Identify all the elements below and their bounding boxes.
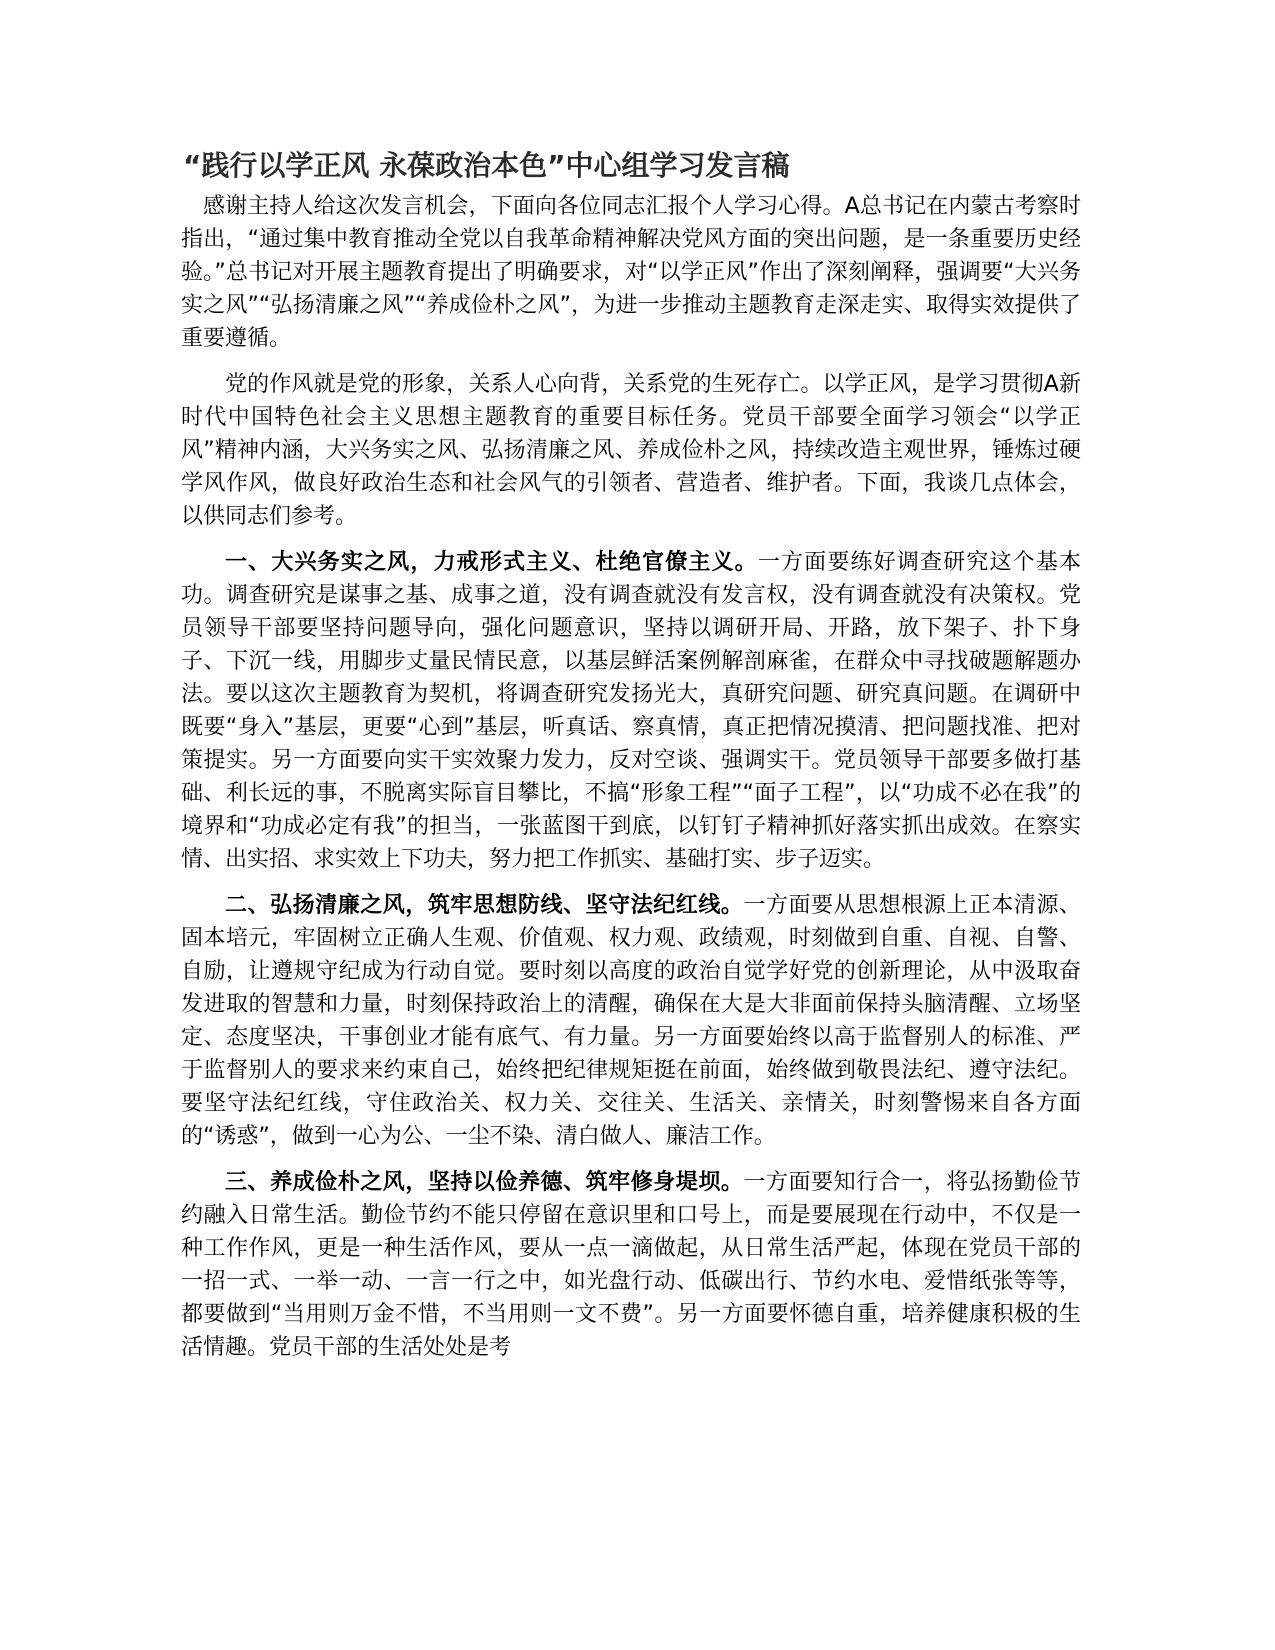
section-1-text: 一方面要练好调查研究这个基本功。调查研究是谋事之基、成事之道，没有调查就没有发言权，没有调查就没有决策权。党员领导干部要坚持问题导向，强化问题意识，坚持以调研开局、开路，放下架子、扑下身子、下沉一线，用脚步丈量民情民意，以基层鲜活案例解剖麻雀，在群众中寻找破题解题办法。要以这次主题教育为契机，将调查研究发扬光大，真研究问题、研究真问题。在调研中既要“身入”基层，更要“心到”基层，听真话、察真情，真正把情况摸清、把问题找准、把对策提实。另一方面要向实干实效聚力发力，反对空谈、强调实干。党员领导干部要多做打基础、利长远的事，不脱离实际盲目攀比，不搞“形象工程”“面子工程”，以“功成不必在我”的境界和“功成必定有我”的担当，一张蓝图干到底，以钉钉子精神抓好落实抓出成效。在察实情、出实招、求实效上下功夫，努力把工作抓实、基础打实、步子迈实。 [181, 550, 1081, 872]
document-body [181, 146, 1081, 1364]
paragraph-intro [181, 190, 1081, 355]
paragraph-section-2 [181, 889, 1081, 1153]
paragraph-intro-text: 感谢主持人给这次发言机会，下面向各位同志汇报个人学习心得。A总书记在内蒙古考察时指出，“通过集中教育推动全党以自我革命精神解决党风方面的突出问题，是一条重要历史经验。”总书记对开展主题教育提出了明确要求，对“以学正风”作出了深刻阐释，强调要“大兴务实之风”“弘扬清廉之风”“养成俭朴之风”，为进一步推动主题教育走深走实、取得实效提供了重要遵循。 [181, 194, 1081, 351]
paragraph-section-1 [181, 546, 1081, 876]
section-2-text: 一方面要从思想根源上正本清源、固本培元，牢固树立正确人生观、价值观、权力观、政绩观，时刻做到自重、自视、自警、自励，让遵规守纪成为行动自觉。要时刻以高度的政治自觉学好党的创新理论，从中汲取奋发进取的智慧和力量，时刻保持政治上的清醒，确保在大是大非面前保持头脑清醒、立场坚定、态度坚决，干事创业才能有底气、有力量。另一方面要始终以高于监督别人的标准、严于监督别人的要求来约束自己，始终把纪律规矩挺在前面，始终做到敬畏法纪、遵守法纪。要坚守法纪红线，守住政治关、权力关、交往关、生活关、亲情关，时刻警惕来自各方面的“诱惑”，做到一心为公、一尘不染、清白做人、廉洁工作。 [181, 893, 1081, 1149]
paragraph-section-3 [181, 1166, 1081, 1364]
section-1-heading: 一、大兴务实之风，力戒形式主义、杜绝官僚主义。 [225, 550, 758, 575]
paragraph-overview-text: 党的作风就是党的形象，关系人心向背，关系党的生死存亡。以学正风，是学习贯彻A新时代中国特色社会主义思想主题教育的重要目标任务。党员干部要全面学习领会“以学正风”精神内涵，大兴务实之风、弘扬清廉之风、养成俭朴之风，持续改造主观世界，锤炼过硬学风作风，做良好政治生态和社会风气的引领者、营造者、维护者。下面，我谈几点体会，以供同志们参考。 [181, 372, 1081, 529]
section-3-text: 一方面要知行合一，将弘扬勤俭节约融入日常生活。勤俭节约不能只停留在意识里和口号上，而是要展现在行动中，不仅是一种工作作风，更是一种生活作风，要从一点一滴做起，从日常生活严起，体现在党员干部的一招一式、一举一动、一言一行之中，如光盘行动、低碳出行、节约水电、爱惜纸张等等，都要做到“当用则万金不惜，不当用则一文不费”。另一方面要怀德自重，培养健康积极的生活情趣。党员干部的生活处处是考 [181, 1170, 1081, 1360]
section-2-heading: 二、弘扬清廉之风，筑牢思想防线、坚守法纪红线。 [225, 893, 744, 918]
paragraph-overview [181, 368, 1081, 533]
document-title: “践行以学正风 永葆政治本色”中心组学习发言稿 [183, 149, 790, 182]
section-3-heading: 三、养成俭朴之风，坚持以俭养德、筑牢修身堤坝。 [225, 1170, 744, 1195]
